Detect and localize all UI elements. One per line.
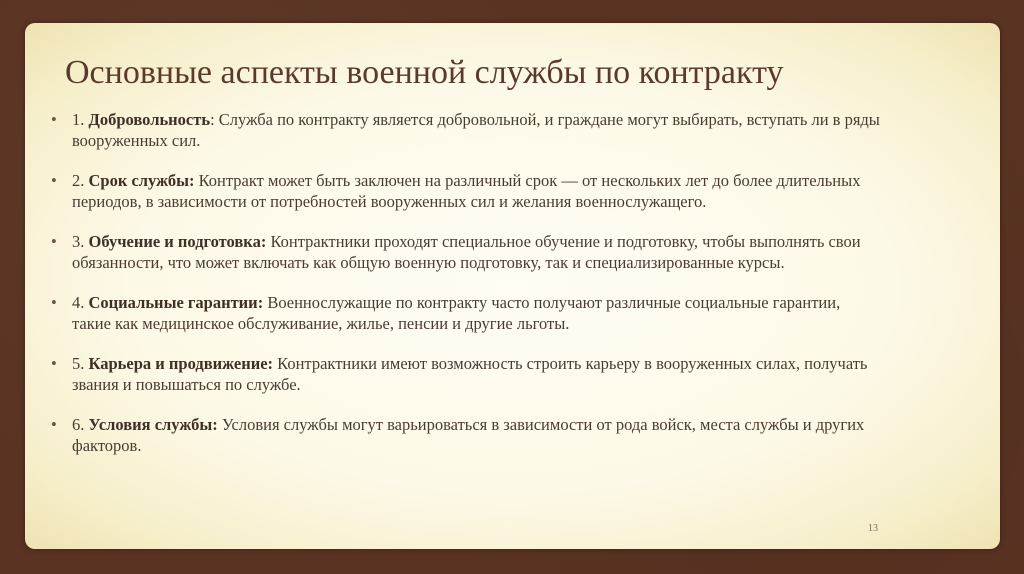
bullet-icon: • bbox=[51, 354, 57, 373]
item-text: Контракт может быть заключен на различный срок — от нескольких лет до более длительных периодов, в зависимости от потребностей вооруженных сил и желания военнослужащего. bbox=[72, 171, 861, 211]
list-item bbox=[51, 109, 881, 151]
item-text: Военнослужащие по контракту часто получают различные социальные гарантии, такие как медицинское обслуживание, жилье, пенсии и другие льготы. bbox=[72, 293, 841, 333]
item-text: Условия службы могут варьироваться в зависимости от рода войск, места службы и других факторов. bbox=[72, 415, 865, 455]
item-number: 2. bbox=[72, 171, 89, 190]
item-number: 6. bbox=[72, 415, 89, 434]
list-item bbox=[51, 292, 881, 334]
item-term: Условия службы: bbox=[88, 415, 218, 434]
item-term: Социальные гарантии: bbox=[88, 293, 264, 312]
list-item bbox=[51, 231, 881, 273]
item-text: Контрактники проходят специальное обучение и подготовку, чтобы выполнять свои обязанности, что может включать как общую военную подготовку, так и специализированные курсы. bbox=[72, 232, 861, 272]
list-item bbox=[51, 353, 881, 395]
item-term: Добровольность bbox=[88, 110, 211, 129]
bullet-icon: • bbox=[51, 293, 57, 312]
bullet-icon: • bbox=[51, 171, 57, 190]
slide bbox=[25, 23, 1000, 549]
slide-title: Основные аспекты военной службы по контракту bbox=[65, 54, 784, 91]
list-item bbox=[51, 414, 881, 456]
item-term: Обучение и подготовка: bbox=[88, 232, 267, 251]
item-number: 4. bbox=[72, 293, 89, 312]
bullet-icon: • bbox=[51, 415, 57, 434]
bullet-icon: • bbox=[51, 110, 57, 129]
item-text: : Служба по контракту является добровольной, и граждане могут выбирать, вступать ли в ряды вооруженных сил. bbox=[72, 110, 880, 150]
bullet-icon: • bbox=[51, 232, 57, 251]
item-term: Карьера и продвижение: bbox=[88, 354, 274, 373]
page-number: 13 bbox=[868, 523, 878, 534]
bullet-list bbox=[51, 109, 881, 456]
item-text: Контрактники имеют возможность строить карьеру в вооруженных силах, получать звания и повышаться по службе. bbox=[72, 354, 868, 394]
item-number: 5. bbox=[72, 354, 89, 373]
list-item bbox=[51, 170, 881, 212]
item-term: Срок службы: bbox=[88, 171, 195, 190]
item-number: 3. bbox=[72, 232, 89, 251]
item-number: 1. bbox=[72, 110, 89, 129]
